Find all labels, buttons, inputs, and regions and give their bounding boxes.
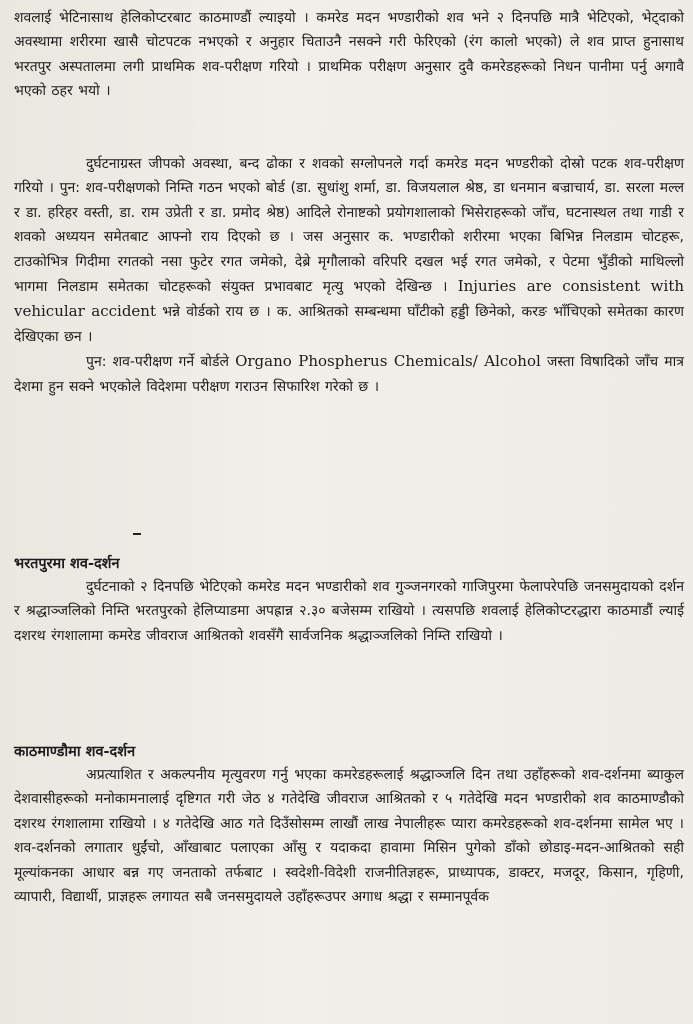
chemical-test-intro: पुन: शव-परीक्षण गर्ने बोर्डले [86,354,229,371]
paragraph-bharatpur-viewing: दुर्घटनाको २ दिनपछि भेटिएको कमरेड मदन भण्डारीको शव गुञ्जनगरको गाजिपुरमा फेलापरेपछि जनसमुदायको दर्शन र श्रद्धाञ्जलिको निम्ति भरतपुरको हेलिप्याडमा अपह्रान्न २.३० बजेसम्म राखियो । त्यसपछि शवलाई हेलिकोप्टरद्धारा काठमाडौं ल्याई दशरथ रंगशालामा कमरेड जीवराज आश्रितको शवसँगै सार्वजनिक श्रद्धाञ्जलिको निम्ति राखियो । [14,579,684,644]
autopsy-board-opinion: भन्ने वोर्डको राय छ । क. आश्रितको सम्बन्धमा घाँटीको हड्डी छिनेको, करङ भाँचिएको समेतका कारण देखिएका छन । [14,304,684,345]
english-quote-injuries: Injuries are consistent with vehicular accident [14,277,685,321]
section-kathmandu [14,741,684,909]
heading-kathmandu-viewing: काठमाण्डौमा शव-दर्शन [14,744,136,760]
chemical-test-recommendation: जस्ता विषादिको जाँच मात्र देशमा हुन सक्ने भएकोले विदेशमा परीक्षण गराउन सिफारिश गरेको छ । [14,354,684,395]
heading-bharatpur-viewing: भरतपुरमा शव-दर्शन [14,556,120,572]
autopsy-findings-text: दुर्घटनाग्रस्त जीपको अवस्था, बन्द ढोका र शवको सग्लोपनले गर्दा कमरेड मदन भण्डरीको दोस्रो पटक शव-परीक्षण गरियो । पुन: शव-परीक्षणको निम्ति गठन भएको बोर्ड (डा. सुधांशु शर्मा, डा. विजयलाल श्रेष्ठ, डा धनमान बज्राचार्य, डा. सरला मल्ल र डा. हरिहर वस्ती, डा. राम उप्रेती र डा. प्रमोद श्रेष्ठ) आदिले रोनाष्टको प्रयोगशालाको भिसेराहरूको जाँच, घटनास्थल तथा गाडी र शवको अध्ययन समेतबाट आफ्नो राय दिएको छ । जस अनुसार क. भण्डारीको शरीरमा भएका बिभिन्न निलडाम चोटहरू, टाउकोभित्र गिदीमा रगतको नसा फुटेर रगत जमेको, देब्रे मृगौलाको वरिपरि दखल भई रगत जमेको, र पेटमा भुँडीको माथिल्लो भागमा निलडाम समेतका चोटहरूको संयुक्त प्रभावबाट मृत्यु भएको देखिन्छ । [14,156,684,296]
separator-dash [133,533,141,535]
section-autopsy [14,152,684,399]
english-chemicals-term: Organo Phospherus Chemicals/ Alcohol [235,352,541,371]
section-intro [14,6,684,104]
paragraph-second-autopsy [14,152,684,349]
paragraph-helicopter-transfer: शवलाई भेटिनासाथ हेलिकोप्टरबाट काठमाण्डौं ल्याइयो । कमरेड मदन भण्डारीको शव भने २ दिनपछि मात्रै भेटिएको, भेट्दाको अवस्थामा शरीरमा खासै चोटपटक नभएको र अनुहार चिताउनै नसक्ने गरी फेरिएको (रंग कालो भएको) ले शव प्राप्त हुनासाथ भरतपुर अस्पतालमा लगी प्राथमिक शव-परीक्षण गरियो । प्राथमिक परीक्षण अनुसार दुवै कमरेडहरूको निधन पानीमा पर्नु अगावै भएको ठहर भयो । [14,10,684,100]
paragraph-chemical-test [14,349,684,399]
section-bharatpur [14,553,684,648]
paragraph-kathmandu-viewing: अप्रत्याशित र अकल्पनीय मृत्युवरण गर्नु भएका कमरेडहरूलाई श्रद्धाञ्जलि दिन तथा उहाँहरूको शव-दर्शनमा ब्याकुल देशवासीहरूको मनोकामनालाई दृष्टिगत गरी जेठ ४ गतेदेखि जीवराज आश्रितको र ५ गतेदेखि मदन भण्डारीको शव काठमाण्डौको दशरथ रंगशालामा राखियो । ४ गतेदेखि आठ गते दिउँसोसम्म लाखौं लाख नेपालीहरू प्यारा कमरेडहरूको शव-दर्शनमा सामेल भए । शव-दर्शनको लगातार धुईंचो, आँखाबाट पलाएका आँसु र यदाकदा हावामा मिसिन पुगेको डाँको छोडाइ-मदन-आश्रितको सही मूल्यांकनका आधार बन्न गए जनताको तर्फबाट । स्वदेशी-विदेशी राजनीतिज्ञहरू, प्राध्यापक, डाक्टर, मजदूर, किसान, गृहिणी, व्यापारी, विद्यार्थी, प्राज्ञहरू लगायत सबै जनसमुदायले उहाँहरूउपर अगाध श्रद्धा र सम्मानपूर्वक [14,767,684,906]
